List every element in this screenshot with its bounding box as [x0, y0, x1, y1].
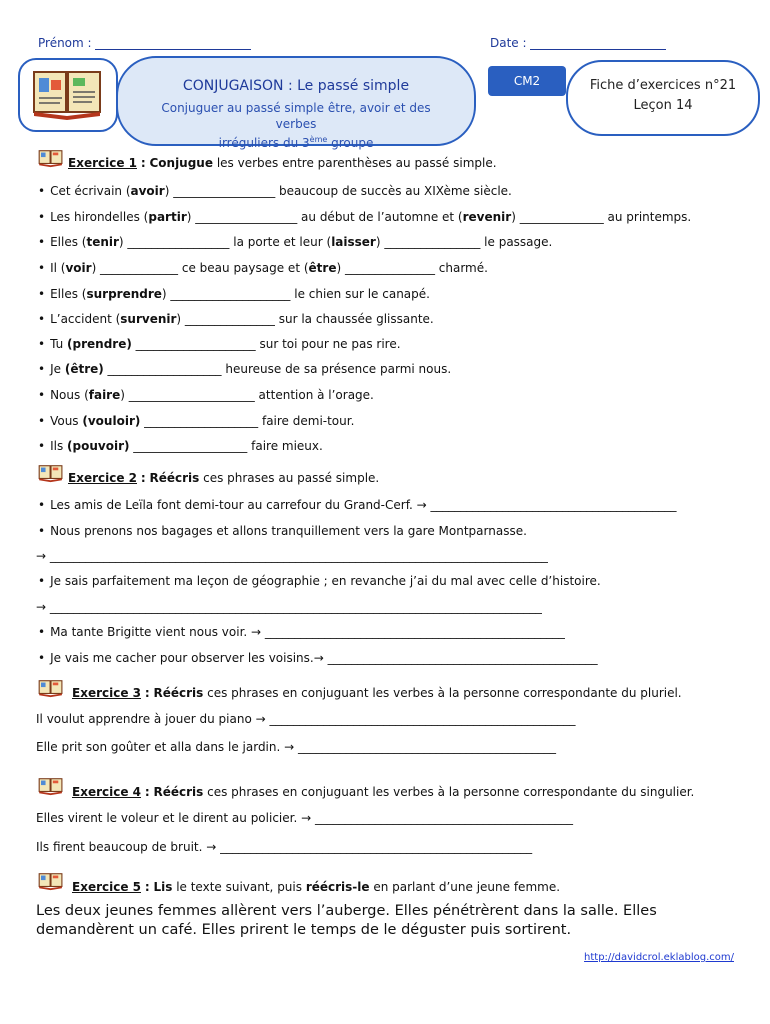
verb-infinitive: laisser: [331, 235, 376, 249]
exercise4-instruction: ces phrases en conjuguant les verbes à la personne correspondante du singulier.: [203, 785, 695, 799]
verb-infinitive: (pouvoir): [67, 439, 130, 453]
exercise4-line[interactable]: Ils firent beaucoup de bruit. → ____________________________________________________: [36, 840, 533, 854]
exercise4-label: Exercice 4: [72, 785, 141, 799]
exercise2-instruction: ces phrases au passé simple.: [199, 471, 380, 485]
lecon-number: Leçon 14: [633, 98, 693, 113]
item-text: ) _____________________ attention à l’orage.: [120, 388, 374, 402]
exercise5-text: Les deux jeunes femmes allèrent vers l’auberge. Elles pénétrèrent dans la salle. Elles demandèrent un café. Elles prirent le temps de le déguster puis sortirent.: [36, 903, 657, 938]
item-text: ) _____________ ce beau paysage et (: [91, 261, 309, 275]
exercise3-instruction-bold: Réécris: [153, 686, 204, 700]
level-badge: CM2: [488, 66, 566, 96]
exercise5-label: Exercice 5: [72, 880, 141, 894]
exercise2-answer-line[interactable]: → ___________________________________________________________________________________: [36, 549, 548, 563]
item-text: ) ________________ le passage.: [375, 235, 553, 249]
prenom-label: Prénom :: [38, 36, 92, 50]
exercise5-instruction-bold1: Lis: [153, 880, 173, 894]
item-text: ) ______________ au printemps.: [511, 210, 692, 224]
verb-infinitive: surprendre: [86, 287, 162, 301]
footer-link[interactable]: http://davidcrol.eklablog.com/: [584, 952, 734, 963]
exercise-book-icon: [36, 678, 66, 698]
exercise1-heading: Exercice 1 : Conjugue les verbes entre parenthèses au passé simple.: [68, 156, 497, 170]
exercise3-instruction: ces phrases en conjuguant les verbes à la personne correspondante du pluriel.: [203, 686, 682, 700]
verb-infinitive: survenir: [120, 312, 177, 326]
verb-infinitive: revenir: [462, 210, 512, 224]
item-text: ___________________ faire demi-tour.: [140, 414, 355, 428]
item-text: L’accident (: [50, 312, 121, 326]
exercise1-item[interactable]: • Elles (tenir) _________________ la porte et leur (laisser) ________________ le passage.: [38, 235, 553, 249]
exercise1-item[interactable]: • Tu (prendre) ____________________ sur toi pour ne pas rire.: [38, 337, 401, 351]
item-text: Je: [50, 362, 65, 376]
verb-infinitive: (vouloir): [82, 414, 141, 428]
exercise2-label: Exercice 2: [68, 471, 137, 485]
exercise5-heading: Exercice 5 : Lis le texte suivant, puis réécris-le en parlant d’une jeune femme.: [72, 880, 561, 894]
book-icon: [20, 60, 116, 130]
exercise-book-icon: [36, 148, 66, 168]
exercise1-label: Exercice 1: [68, 156, 137, 170]
item-text: Ils: [50, 439, 68, 453]
exercise1-item[interactable]: • Ils (pouvoir) ___________________ faire mieux.: [38, 439, 323, 453]
item-text: Elles (: [50, 235, 87, 249]
verb-infinitive: être: [308, 261, 337, 275]
exercise4-heading: Exercice 4 : Réécris ces phrases en conjuguant les verbes à la personne correspondante du singulier.: [72, 785, 695, 799]
exercise1-item[interactable]: • L’accident (survenir) _______________ sur la chaussée glissante.: [38, 312, 434, 326]
exercise1-item[interactable]: • Elles (surprendre) ____________________ le chien sur le canapé.: [38, 287, 430, 301]
item-text: ___________________ faire mieux.: [129, 439, 323, 453]
book-illustration: [18, 58, 118, 132]
item-text: Les hirondelles (: [50, 210, 149, 224]
item-text: ) _______________ sur la chaussée glissante.: [176, 312, 434, 326]
date-blank[interactable]: [530, 37, 666, 50]
exercise2-line[interactable]: • Les amis de Leïla font demi-tour au carrefour du Grand-Cerf. → _________________________________________: [38, 498, 677, 512]
prenom-blank[interactable]: [95, 37, 251, 50]
item-text: ) _______________ charmé.: [336, 261, 488, 275]
title-banner: [116, 56, 476, 150]
date-field[interactable]: [490, 36, 666, 50]
exercise4-line[interactable]: Elles virent le voleur et le dirent au policier. → ___________________________________________: [36, 811, 573, 825]
item-text: Vous: [50, 414, 83, 428]
exercise-book-icon: [36, 463, 66, 483]
exercise2-line[interactable]: • Je vais me cacher pour observer les voisins.→ _____________________________________________: [38, 651, 598, 665]
item-text: ___________________ heureuse de sa présence parmi nous.: [103, 362, 452, 376]
exercise-book-icon: [36, 871, 66, 891]
verb-infinitive: avoir: [130, 184, 165, 198]
fiche-box: [566, 60, 760, 136]
fiche-number: Fiche d’exercices n°21: [589, 78, 737, 93]
page-title: CONJUGAISON : Le passé simple: [182, 78, 410, 94]
verb-infinitive: (être): [64, 362, 104, 376]
exercise1-item[interactable]: • Cet écrivain (avoir) _________________ beaucoup de succès au XIXème siècle.: [38, 184, 512, 198]
subtitle-line2b: groupe: [327, 136, 374, 150]
item-text: ) ____________________ le chien sur le canapé.: [161, 287, 430, 301]
exercise-book-icon: [36, 776, 66, 796]
page-subtitle: [140, 100, 452, 151]
exercise4-instruction-bold: Réécris: [153, 785, 204, 799]
item-text: Cet écrivain (: [50, 184, 131, 198]
exercise1-item[interactable]: • Il (voir) _____________ ce beau paysage et (être) _______________ charmé.: [38, 261, 488, 275]
exercise2-line[interactable]: • Ma tante Brigitte vient nous voir. → __________________________________________________: [38, 625, 565, 639]
prenom-field[interactable]: [38, 36, 251, 50]
exercise5-instruction-bold2: réécris-le: [305, 880, 370, 894]
exercise3-line[interactable]: Il voulut apprendre à jouer du piano → ___________________________________________________: [36, 712, 576, 726]
exercise1-item[interactable]: • Nous (faire) _____________________ attention à l’orage.: [38, 388, 374, 402]
verb-infinitive: partir: [148, 210, 187, 224]
exercise1-item[interactable]: • Les hirondelles (partir) _________________ au début de l’automne et (revenir) ______________ au printemps.: [38, 210, 692, 224]
exercise1-item[interactable]: • Vous (vouloir) ___________________ faire demi-tour.: [38, 414, 355, 428]
subtitle-line2a: irréguliers du 3: [218, 136, 310, 150]
exercise3-line[interactable]: Elle prit son goûter et alla dans le jardin. → ___________________________________________: [36, 740, 556, 754]
exercise1-instruction-bold: Conjugue: [149, 156, 213, 170]
exercise2-heading: Exercice 2 : Réécris ces phrases au passé simple.: [68, 471, 380, 485]
subtitle-sup: ème: [309, 135, 328, 144]
verb-infinitive: voir: [65, 261, 92, 275]
verb-infinitive: tenir: [86, 235, 119, 249]
verb-infinitive: faire: [88, 388, 121, 402]
exercise2-instruction-bold: Réécris: [149, 471, 200, 485]
exercise5-instruction: en parlant d’une jeune femme.: [369, 880, 561, 894]
item-text: ) _________________ la porte et leur (: [118, 235, 332, 249]
exercise3-heading: Exercice 3 : Réécris ces phrases en conjuguant les verbes à la personne correspondante du pluriel.: [72, 686, 682, 700]
exercise2-line: • Nous prenons nos bagages et allons tranquillement vers la gare Montparnasse.: [38, 524, 527, 538]
subtitle-line1: Conjuguer au passé simple être, avoir et des verbes: [161, 101, 431, 131]
exercise2-answer-line[interactable]: → __________________________________________________________________________________: [36, 600, 542, 614]
exercise2-line: • Je sais parfaitement ma leçon de géographie ; en revanche j’ai du mal avec celle d’histoire.: [38, 574, 601, 588]
exercise3-label: Exercice 3: [72, 686, 141, 700]
item-text: Tu: [50, 337, 68, 351]
item-text: Elles (: [50, 287, 87, 301]
item-text: Nous (: [50, 388, 89, 402]
verb-infinitive: (prendre): [67, 337, 132, 351]
item-text: ____________________ sur toi pour ne pas rire.: [131, 337, 401, 351]
exercise1-instruction: les verbes entre parenthèses au passé simple.: [213, 156, 497, 170]
item-text: Il (: [50, 261, 66, 275]
exercise5-instruction-mid: le texte suivant, puis: [172, 880, 306, 894]
item-text: ) _________________ au début de l’automne et (: [186, 210, 463, 224]
date-label: Date :: [490, 36, 527, 50]
exercise1-item[interactable]: • Je (être) ___________________ heureuse de sa présence parmi nous.: [38, 362, 452, 376]
item-text: ) _________________ beaucoup de succès au XIXème siècle.: [164, 184, 512, 198]
